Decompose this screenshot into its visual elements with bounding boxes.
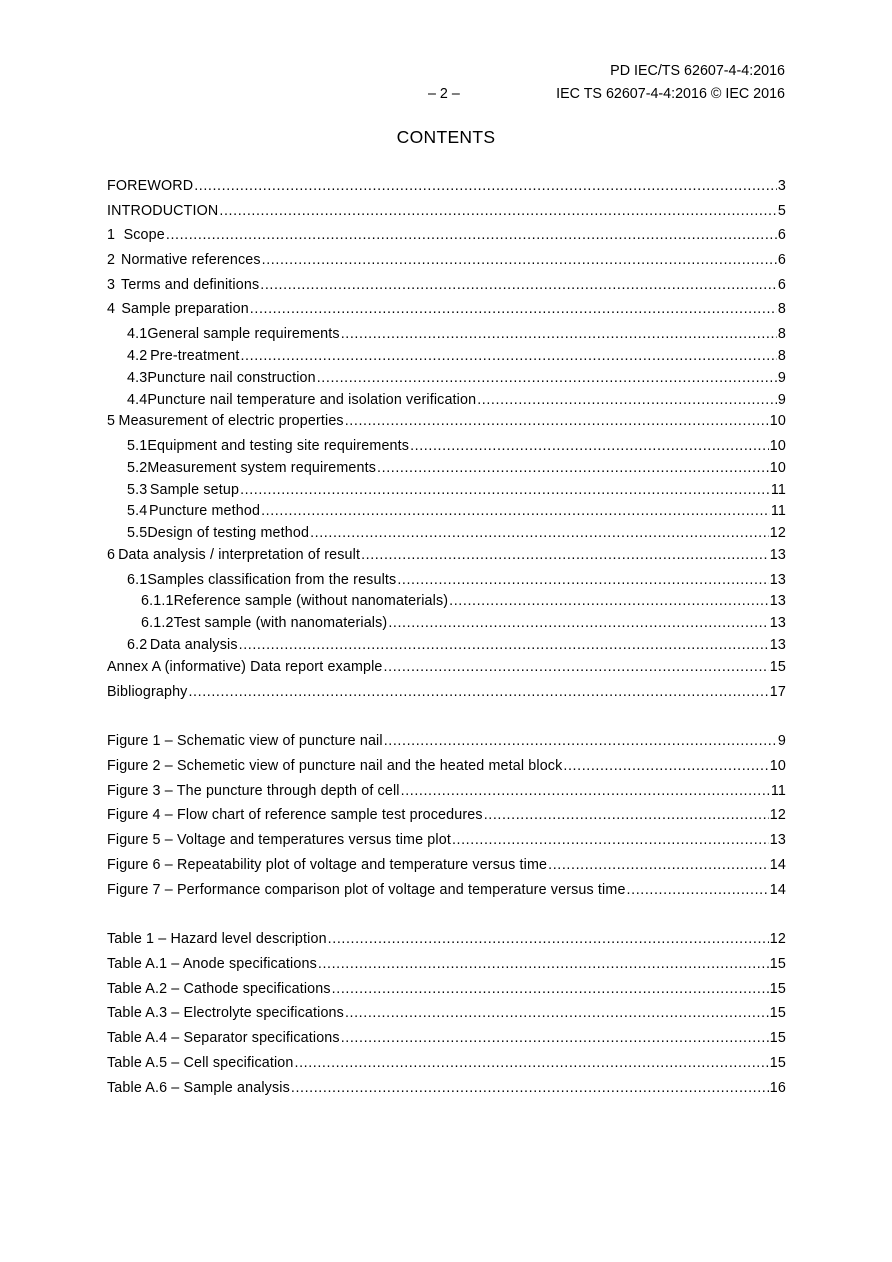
dot-leader <box>239 637 769 653</box>
toc-entry-number: 4.2 <box>127 347 148 364</box>
toc-entry-page: 13 <box>769 593 786 610</box>
toc-entry-label: Sample setup <box>149 481 240 498</box>
toc-entry-number: 4.1 <box>127 326 148 343</box>
toc-entry-number: 5.1 <box>127 438 148 454</box>
dot-leader <box>240 482 770 498</box>
toc-entry-page: 8 <box>777 301 786 318</box>
dot-leader <box>548 857 769 873</box>
toc-entry[interactable] <box>107 326 786 348</box>
toc-entry[interactable] <box>107 931 786 956</box>
dot-leader <box>484 807 769 823</box>
toc-entry-page: 8 <box>777 347 786 364</box>
dot-leader <box>384 733 777 749</box>
toc-entry-page: 15 <box>769 1054 786 1071</box>
toc-entry-label: Table A.4 – Separator specifications <box>107 1030 340 1047</box>
toc-entry[interactable] <box>107 370 786 392</box>
copyright-line: IEC TS 62607-4-4:2016 © IEC 2016 <box>556 86 785 102</box>
toc-entry-page: 10 <box>769 459 786 476</box>
toc-entry-page: 9 <box>777 391 786 408</box>
toc-entry-page: 13 <box>769 637 786 654</box>
dot-leader <box>477 392 777 408</box>
toc-entry-label: Pre-treatment <box>150 347 240 364</box>
toc-entry-number: 3 <box>107 276 116 293</box>
toc-entry-number: 5.4 <box>127 503 148 520</box>
toc-entry[interactable] <box>107 252 786 277</box>
toc-entry-label: INTRODUCTION <box>107 202 219 219</box>
toc-entry-page: 15 <box>769 658 786 675</box>
toc-entry[interactable] <box>107 956 786 981</box>
toc-entry-page: 13 <box>769 832 786 849</box>
dot-leader <box>361 547 769 563</box>
toc-entry[interactable] <box>107 659 786 684</box>
dot-leader <box>452 832 769 848</box>
toc-entry-page: 6 <box>777 276 786 293</box>
dot-leader <box>295 1055 769 1071</box>
toc-entry-label: Annex A (informative) Data report example <box>107 658 383 675</box>
toc-entry-page: 12 <box>769 807 786 824</box>
toc-tables <box>107 931 786 1105</box>
toc-entry-page: 17 <box>769 683 786 700</box>
toc-entry[interactable] <box>107 227 786 252</box>
toc-entry-label: Figure 7 – Performance comparison plot of voltage and temperature versus time <box>107 881 626 898</box>
toc-entry-page: 10 <box>769 757 786 774</box>
toc-entry[interactable] <box>107 525 786 547</box>
toc-entry-label: Table A.5 – Cell specification <box>107 1054 294 1071</box>
toc-entry-label: Table 1 – Hazard level description <box>107 931 327 947</box>
toc-entry-label: Sample preparation <box>121 301 249 318</box>
toc-entry-label: Table A.1 – Anode specifications <box>107 955 317 972</box>
toc-entry[interactable] <box>107 392 786 414</box>
toc-entry-label: Figure 3 – The puncture through depth of cell <box>107 782 400 799</box>
toc-entry-page: 15 <box>769 955 786 972</box>
toc-entry-page: 15 <box>769 1005 786 1022</box>
toc-entry[interactable] <box>107 1080 786 1105</box>
toc-entry-number: 4 <box>107 301 116 318</box>
toc-entry[interactable] <box>107 684 786 709</box>
toc-entry[interactable] <box>107 1005 786 1030</box>
dot-leader <box>563 758 768 774</box>
toc-entry[interactable] <box>107 277 786 302</box>
toc-entry-number: 5.5 <box>127 525 148 542</box>
toc-entry-page: 13 <box>769 615 786 632</box>
dot-leader <box>318 956 769 972</box>
toc-entry[interactable] <box>107 615 786 637</box>
toc-sections <box>107 178 786 708</box>
toc-entry-label: Bibliography <box>107 683 188 700</box>
toc-entry[interactable] <box>107 758 786 783</box>
toc-entry[interactable] <box>107 593 786 615</box>
toc-entry-label: Figure 5 – Voltage and temperatures versus time plot <box>107 832 451 849</box>
dot-leader <box>388 615 768 631</box>
toc-entry[interactable] <box>107 733 786 758</box>
toc-entry-page: 9 <box>777 369 786 386</box>
toc-entry[interactable] <box>107 1030 786 1055</box>
toc-entry[interactable] <box>107 637 786 659</box>
dot-leader <box>397 572 768 588</box>
toc-entry-number: 1 <box>107 227 116 244</box>
toc-entry-page: 9 <box>777 733 786 749</box>
dot-leader <box>166 227 777 243</box>
toc-entry-label: Figure 2 – Schemetic view of puncture nail and the heated metal block <box>107 757 563 774</box>
toc-entry-label: Measurement system requirements <box>147 459 377 476</box>
toc-entry-label: Puncture nail temperature and isolation verification <box>147 391 477 408</box>
toc-entry-label: Test sample (with nanomaterials) <box>173 615 388 632</box>
toc-entry-page: 14 <box>769 881 786 898</box>
toc-entry[interactable] <box>107 503 786 525</box>
toc-entry[interactable] <box>107 572 786 594</box>
toc-entry-page: 11 <box>770 481 786 498</box>
toc-entry-page: 10 <box>769 438 786 454</box>
toc-entry-label: General sample requirements <box>147 326 340 343</box>
dot-leader <box>627 882 769 898</box>
dot-leader <box>401 783 770 799</box>
toc-entry[interactable] <box>107 832 786 857</box>
toc-entry-label: Puncture method <box>148 503 261 520</box>
toc-entry[interactable] <box>107 413 786 438</box>
toc-entry[interactable] <box>107 348 786 370</box>
toc-entry[interactable] <box>107 981 786 1006</box>
dot-leader <box>345 1005 769 1021</box>
toc-entry-label: Normative references <box>120 252 261 269</box>
toc-entry-label: Puncture nail construction <box>147 369 316 386</box>
toc-entry-number: 6.1.1 <box>141 593 174 610</box>
toc-entry-label: Table A.2 – Cathode specifications <box>107 980 331 997</box>
toc-entry-number: 4.3 <box>127 369 148 386</box>
toc-entry[interactable] <box>107 783 786 808</box>
toc-entry-label: FOREWORD <box>107 178 194 194</box>
toc-entry-label: Figure 1 – Schematic view of puncture nail <box>107 733 383 749</box>
toc-entry-page: 15 <box>769 1030 786 1047</box>
toc-entry-label: Measurement of electric properties <box>118 413 344 430</box>
toc-entry-number: 4.4 <box>127 391 148 408</box>
toc-entry-label: Table A.3 – Electrolyte specifications <box>107 1005 344 1022</box>
toc-entry-page: 10 <box>769 413 786 430</box>
dot-leader <box>310 525 769 541</box>
toc-entry-label: Samples classification from the results <box>147 571 397 588</box>
toc-entry[interactable] <box>107 807 786 832</box>
toc-entry-page: 12 <box>769 525 786 542</box>
toc-entry[interactable] <box>107 1055 786 1080</box>
toc-entry-page: 13 <box>769 546 786 563</box>
toc-entry-label: Reference sample (without nanomaterials) <box>173 593 449 610</box>
toc-entry-page: 12 <box>769 931 786 947</box>
toc-entry-number: 6.1 <box>127 571 148 588</box>
toc-entry[interactable] <box>107 482 786 504</box>
dot-leader <box>317 370 777 386</box>
toc-entry[interactable] <box>107 460 786 482</box>
toc-entry-page: 8 <box>777 326 786 343</box>
toc-entry-number: 2 <box>107 252 116 269</box>
dot-leader <box>250 301 777 317</box>
toc-entry-label: Table A.6 – Sample analysis <box>107 1079 290 1096</box>
dot-leader <box>219 203 776 219</box>
document-id: PD IEC/TS 62607-4-4:2016 <box>610 63 785 79</box>
toc-entry-label: Data analysis / interpretation of result <box>118 546 361 563</box>
dot-leader <box>449 593 769 609</box>
dot-leader <box>291 1080 769 1096</box>
toc-entry-number: 6.2 <box>127 637 148 654</box>
toc-entry-label: Scope <box>123 227 165 244</box>
dot-leader <box>384 659 769 675</box>
toc-entry-page: 15 <box>769 980 786 997</box>
page-number: – 2 – <box>428 86 460 102</box>
toc-entry-number: 5.3 <box>127 481 148 498</box>
toc-entry-number: 6.1.2 <box>141 615 174 632</box>
dot-leader <box>341 1030 769 1046</box>
toc-entry[interactable] <box>107 178 786 203</box>
toc-entry-page: 11 <box>770 782 786 799</box>
toc-entry-label: Terms and definitions <box>121 276 260 293</box>
dot-leader <box>262 252 777 268</box>
toc-entry-label: Figure 4 – Flow chart of reference sample test procedures <box>107 807 483 824</box>
dot-leader <box>261 503 770 519</box>
toc-entry[interactable] <box>107 203 786 228</box>
dot-leader <box>188 684 768 700</box>
dot-leader <box>240 348 776 364</box>
toc-entry-page: 16 <box>769 1079 786 1096</box>
toc-entry[interactable] <box>107 438 786 460</box>
toc-entry-page: 13 <box>769 571 786 588</box>
toc-entry-label: Figure 6 – Repeatability plot of voltage and temperature versus time <box>107 856 548 873</box>
dot-leader <box>328 931 769 947</box>
toc-entry-number: 6 <box>107 546 116 563</box>
toc-entry-label: Design of testing method <box>147 525 310 542</box>
page-title: CONTENTS <box>396 127 496 147</box>
toc-entry-page: 6 <box>777 252 786 269</box>
dot-leader <box>345 413 769 429</box>
toc-entry-page: 14 <box>769 856 786 873</box>
toc-figures <box>107 733 786 907</box>
toc-entry-page: 5 <box>777 202 786 219</box>
toc-entry[interactable] <box>107 882 786 907</box>
dot-leader <box>410 438 769 454</box>
toc-entry-number: 5 <box>107 413 116 430</box>
toc-entry[interactable] <box>107 547 786 572</box>
toc-entry-page: 11 <box>770 503 786 520</box>
toc-entry-page: 3 <box>777 178 786 194</box>
toc-entry[interactable] <box>107 301 786 326</box>
toc-entry-number: 5.2 <box>127 459 148 476</box>
dot-leader <box>377 460 769 476</box>
dot-leader <box>194 178 777 194</box>
toc-entry-label: Data analysis <box>149 637 238 654</box>
toc-entry-label: Equipment and testing site requirements <box>147 438 410 454</box>
dot-leader <box>341 326 777 342</box>
toc-entry[interactable] <box>107 857 786 882</box>
toc-entry-page: 6 <box>777 227 786 244</box>
dot-leader <box>332 981 769 997</box>
dot-leader <box>260 277 777 293</box>
